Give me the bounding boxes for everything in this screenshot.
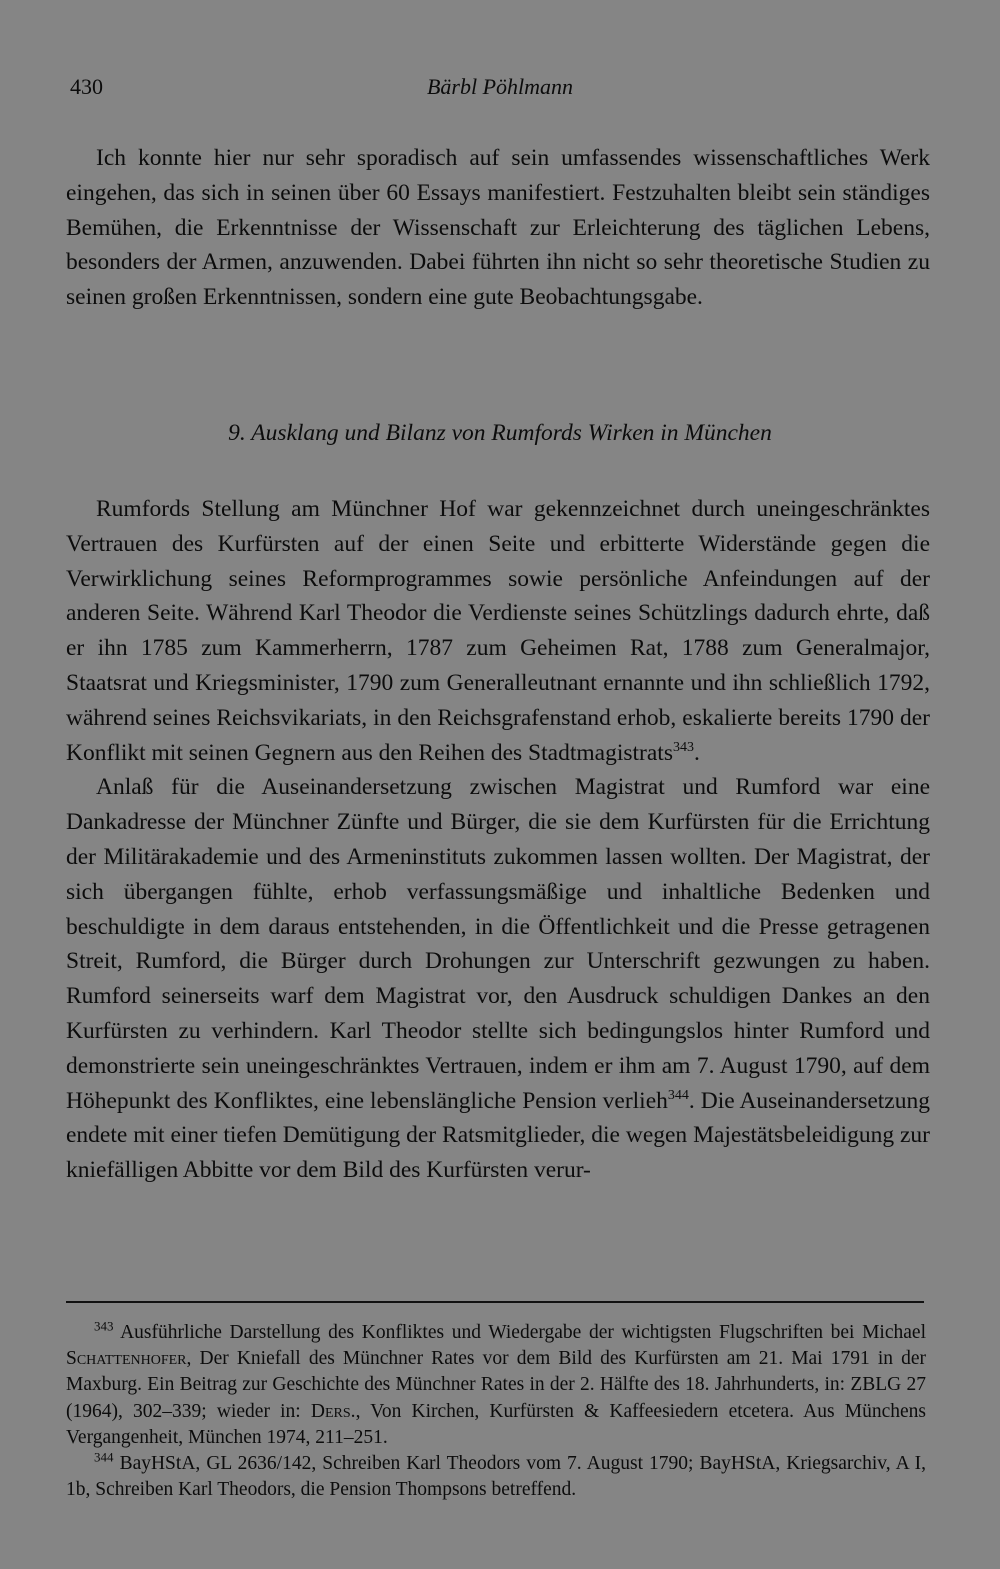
intro-paragraph: Ich konnte hier nur sehr sporadisch auf sein umfassendes wissenschaftliches Werk eingehen, das sich in seinen über 60 Essays manifestiert. Festzuhalten bleibt sein ständiges Bemühen, die Erkenntnisse der Wissenschaft zur Erleichterung des täglichen Lebens, besonders der Armen, anzuwenden. Dabei führten ihn nicht so sehr theoretische Studien zu seinen großen Erkenntnissen, sondern eine gute Beobachtungsgabe. <box>66 145 930 311</box>
intro-block <box>66 141 930 315</box>
page-header <box>0 74 1000 106</box>
section-paragraph-1-text: Rumfords Stellung am Münchner Hof war gekennzeichnet durch uneingeschränktes Vertrauen des Kurfürsten auf der einen Seite und erbitterte Widerstände gegen die Verwirklichung seines Reformprogrammes sowie persönliche Anfeindungen auf der anderen Seite. Während Karl Theodor die Verdienste seines Schützlings dadurch ehrte, daß er ihn 1785 zum Kammerherrn, 1787 zum Geheimen Rat, 1788 zum Generalmajor, Staatsrat und Kriegsminister, 1790 zum Generalleutnant ernannte und ihn schließlich 1792, während seines Reichsvikariats, in den Reichsgrafenstand erhob, eskalierte bereits 1790 der Konflikt mit seinen Gegnern aus den Reihen des Stadtmagistrats <box>66 496 930 766</box>
footnote-343-text-b: , Der Kniefall des Münchner Rates vor dem Bild des Kurfürsten am 21. Mai 1791 in der Maxburg. Ein Beitrag zur Geschichte des Münchner Rates in der 2. Hälfte des 18. Jahrhunderts, in: ZBLG 27 (1964), 302–339; wieder in: <box>66 1348 926 1422</box>
footnotes <box>66 1320 926 1503</box>
footnote-344-mark: 344 <box>94 1449 114 1465</box>
footnote-ref-343[interactable]: 343 <box>672 739 694 755</box>
footnote-343-mark: 343 <box>94 1318 114 1334</box>
page-number: 430 <box>70 74 103 99</box>
section-heading: 9. Ausklang und Bilanz von Rumfords Wirken in München <box>228 420 772 446</box>
section-paragraph-2 <box>66 770 930 1188</box>
footnote-344-text: BayHStA, GL 2636/142, Schreiben Karl Theodors vom 7. August 1790; BayHStA, Kriegsarchiv, A I, 1b, Schreiben Karl Theodors, die Pension Thompsons betreffend. <box>66 1453 927 1501</box>
footnote-343-ders: Ders. <box>310 1400 356 1422</box>
section-body <box>66 492 930 1188</box>
section-paragraph-2-end: . Die Auseinandersetzung endete mit einer tiefen Demütigung der Ratsmitglieder, die wegen Majestätsbeleidigung zur kniefälligen Abbitte vor dem Bild des Kurfürsten verur- <box>66 1087 930 1184</box>
footnote-divider <box>66 1301 924 1303</box>
footnote-343-text-a: Ausführliche Darstellung des Konfliktes und Wiedergabe der wichtigsten Flugschriften bei Michael <box>120 1322 926 1343</box>
footnote-343-author: Schattenhofer <box>66 1348 187 1370</box>
section-paragraph-2-text: Anlaß für die Auseinandersetzung zwischen Magistrat und Rumford war eine Dankadresse der Münchner Zünfte und Bürger, die sie dem Kurfürsten für die Errichtung der Militärakademie und des Armeninstituts zukommen lassen wollten. Der Magistrat, der sich übergangen fühlte, erhob verfassungsmäßige und inhaltliche Bedenken und beschuldigte in dem daraus entstehenden, in die Öffentlichkeit und die Presse getragenen Streit, Rumford, die Bürger durch Drohungen zur Unterschrift gezwungen zu haben. Rumford seinerseits warf dem Magistrat vor, den Ausdruck schuldigen Dankes an den Kurfürsten zu verhindern. Karl Theodor stellte sich bedingungslos hinter Rumford und demonstrierte sein uneingeschränktes Vertrauen, indem er ihm am 7. August 1790, auf dem Höhepunkt des Konfliktes, eine lebenslängliche Pension verlieh <box>66 774 930 1114</box>
footnote-343-text-c: , Von Kirchen, Kurfürsten & Kaffeesiedern etcetera. Aus Münchens Vergangenheit, München 1974, 211–251. <box>66 1400 927 1448</box>
section-paragraph-1 <box>66 492 930 770</box>
running-head: Bärbl Pöhlmann <box>426 74 574 99</box>
section-paragraph-1-end: . <box>693 739 700 766</box>
footnote-ref-344[interactable]: 344 <box>667 1087 689 1103</box>
footnote-343 <box>66 1320 926 1451</box>
footnote-344 <box>66 1451 926 1503</box>
